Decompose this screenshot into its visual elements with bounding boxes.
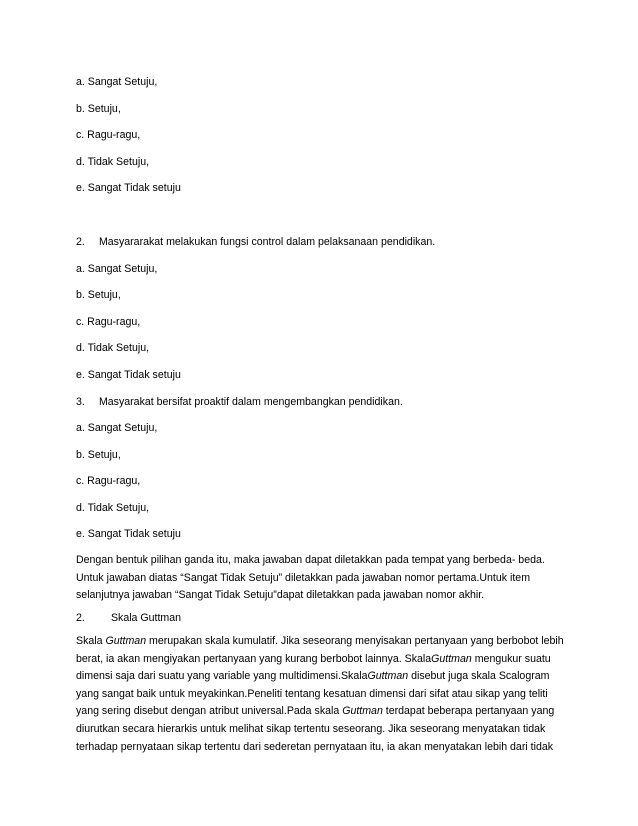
- option-c: c. Ragu-ragu,: [76, 316, 141, 328]
- paragraph-line: diurutkan secara hierarkis untuk melihat sikap tertentu seseorang. Jika seseorang menyatakan tidak: [76, 722, 546, 735]
- option-a: a. Sangat Setuju,: [76, 76, 158, 88]
- question-2: [76, 236, 435, 249]
- paragraph-line: Untuk jawaban diatas “Sangat Tidak Setuju” diletakkan pada jawaban nomor pertama.Untuk item: [76, 571, 531, 584]
- option-e: e. Sangat Tidak setuju: [76, 182, 181, 194]
- option-d: d. Tidak Setuju,: [76, 342, 150, 354]
- paragraph-line: terhadap pernyataan sikap tertentu dari sederetan pernyataan itu, ia akan menyatakan lebih dari tidak: [76, 740, 554, 753]
- paragraph-line: yang sering disebut dengan atribut universal.Pada skala Guttman terdapat beberapa pertanyaan yang: [76, 705, 555, 718]
- option-e: e. Sangat Tidak setuju: [76, 528, 181, 540]
- option-e: e. Sangat Tidak setuju: [76, 369, 181, 381]
- paragraph-line: Skala Guttman merupakan skala kumulatif. Jika seseorang menyisakan pertanyaan yang berbobot lebih: [76, 635, 564, 647]
- paragraph-line: berat, ia akan mengiyakan pertanyaan yang kurang berbobot lainnya. SkalaGuttman mengukur suatu: [76, 652, 551, 665]
- question-3: [76, 396, 403, 409]
- question-text: Masyararakat melakukan fungsi control dalam pelaksanaan pendidikan.: [98, 236, 436, 248]
- option-c: c. Ragu-ragu,: [76, 475, 141, 487]
- section-title: Skala Guttman: [110, 612, 182, 624]
- section-heading: [76, 612, 181, 625]
- option-a: a. Sangat Setuju,: [76, 422, 158, 434]
- paragraph-line: dimensi saja dari suatu yang variable yang multidimensi.SkalaGuttman disebut juga skala Scalogram: [76, 670, 550, 683]
- question-text: Masyarakat bersifat proaktif dalam mengembangkan pendidikan.: [98, 396, 403, 408]
- option-c: c. Ragu-ragu,: [76, 129, 141, 141]
- option-d: d. Tidak Setuju,: [76, 156, 150, 168]
- paragraph-line: selanjutnya jawaban “Sangat Tidak Setuju”dapat diletakkan pada jawaban nomor akhir.: [76, 589, 485, 602]
- option-b: b. Setuju,: [76, 449, 121, 461]
- option-b: b. Setuju,: [76, 289, 121, 301]
- section-number: 2.: [76, 612, 85, 624]
- option-a: a. Sangat Setuju,: [76, 263, 158, 275]
- paragraph-line: yang sangat baik untuk meyakinkan.Peneliti tentang kesatuan dimensi dari sifat atau sikap yang teliti: [76, 687, 548, 700]
- guttman-paragraph: [76, 633, 566, 756]
- paragraph-line: Dengan bentuk pilihan ganda itu, maka jawaban dapat diletakkan pada tempat yang berbeda- beda.: [76, 554, 545, 566]
- question-number: 2.: [76, 236, 85, 248]
- question-number: 3.: [76, 396, 85, 408]
- option-d: d. Tidak Setuju,: [76, 502, 150, 514]
- option-b: b. Setuju,: [76, 103, 121, 115]
- explanation-paragraph: [76, 552, 566, 605]
